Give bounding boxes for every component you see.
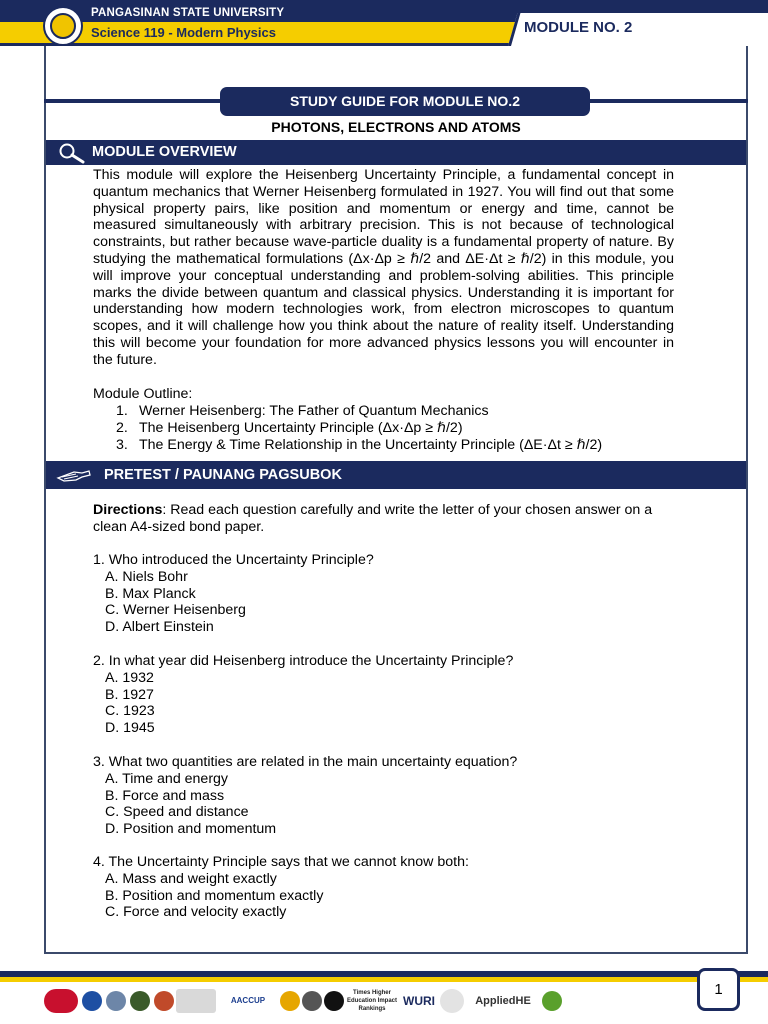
answer-option: B. Force and mass bbox=[105, 787, 225, 804]
appliedhe-logo: AppliedHE bbox=[468, 989, 538, 1013]
question-1: 1. Who introduced the Uncertainty Principle? A. Niels Bohr B. Max Planck C. Werner Heisenberg D. Albert Einstein bbox=[93, 552, 374, 636]
outline-item: 2. The Heisenberg Uncertainty Principle (Δx·Δp ≥ ℏ/2) bbox=[116, 419, 463, 436]
answer-option: B. Max Planck bbox=[105, 585, 196, 602]
green-metric-logo bbox=[542, 991, 562, 1011]
study-guide-title: STUDY GUIDE FOR MODULE NO.2 bbox=[220, 87, 590, 116]
aaccup-logo: AACCUP bbox=[220, 989, 276, 1013]
directions: Directions: Read each question carefully and write the letter of your chosen answer on a clean A4-sized bond paper. bbox=[93, 502, 653, 535]
overview-paragraph: This module will explore the Heisenberg Uncertainty Principle, a fundamental concept in quantum mechanics that Werner Heisenberg formulated in 1927. You will find out that some physical property pairs, like position and momentum or energy and time, cannot be measured simultaneously with arbitrary precision. This is not because of technological constraints, but rather because wave-particle duality is a fundamental property of nature. By studying the mathematical formulations (Δx·Δp ≥ ℏ/2 and ΔE·Δt ≥ ℏ/2) in this module, you will improve your conceptual understanding and problem-solving abilities. This principle marks the divide between quantum and classical physics. Understanding it is important for understanding how modern technologies work, from electron microscopes to quantum scopes, and it will challenge how you think about the nature of reality itself. Understanding this will become your foundation for more advanced physics lessons you will encounter in the future. bbox=[93, 167, 674, 368]
answer-option: C. Werner Heisenberg bbox=[105, 602, 246, 619]
answer-option: D. Position and momentum bbox=[105, 821, 277, 838]
page-number: 1 bbox=[697, 968, 740, 1011]
qs-star-logo bbox=[302, 991, 322, 1011]
answer-option: D. Albert Einstein bbox=[105, 619, 214, 636]
pretest-heading: PRETEST / PAUNANG PAGSUBOK bbox=[104, 467, 342, 483]
writing-hand-icon bbox=[56, 466, 92, 494]
answer-option: B. Position and momentum exactly bbox=[105, 887, 324, 904]
university-seal-icon bbox=[43, 6, 83, 46]
question-3: 3. What two quantities are related in the main uncertainty equation? A. Time and energy B. Force and mass C. Speed and distance D. Position and momentum bbox=[93, 754, 518, 838]
answer-option: A. Mass and weight exactly bbox=[105, 870, 277, 887]
outline-item: 3. The Energy & Time Relationship in the Uncertainty Principle (ΔE·Δt ≥ ℏ/2) bbox=[116, 436, 603, 453]
qs-logo bbox=[280, 991, 300, 1011]
answer-option: A. Time and energy bbox=[105, 770, 229, 787]
bagong-pilipinas-logo bbox=[44, 989, 78, 1013]
accreditation-logos bbox=[44, 989, 584, 1015]
outline-item: 1. Werner Heisenberg: The Father of Quantum Mechanics bbox=[116, 403, 489, 419]
iso-logo bbox=[154, 991, 174, 1011]
seal-logo bbox=[130, 991, 150, 1011]
university-name: PANGASINAN STATE UNIVERSITY bbox=[91, 7, 285, 19]
answer-option: C. 1923 bbox=[105, 703, 155, 720]
answer-option: D. 1945 bbox=[105, 720, 155, 737]
outline-title: Module Outline: bbox=[93, 386, 193, 402]
seal-logo bbox=[106, 991, 126, 1011]
study-guide-subtitle: PHOTONS, ELECTRONS AND ATOMS bbox=[271, 119, 521, 135]
answer-option: B. 1927 bbox=[105, 686, 154, 703]
times-logo bbox=[324, 991, 344, 1011]
iso-cert-logo bbox=[176, 989, 216, 1013]
wuri-logo: WURI bbox=[400, 989, 438, 1013]
answer-option: A. Niels Bohr bbox=[105, 568, 188, 585]
module-overview-heading: MODULE OVERVIEW bbox=[92, 144, 237, 160]
pretest-header bbox=[46, 461, 746, 489]
world-universities-logo bbox=[440, 989, 464, 1013]
answer-option: C. Force and velocity exactly bbox=[105, 904, 287, 921]
question-2: 2. In what year did Heisenberg introduce the Uncertainty Principle? A. 1932 B. 1927 C. 1923 D. 1945 bbox=[93, 653, 514, 737]
module-number: MODULE NO. 2 bbox=[524, 19, 633, 36]
module-overview-header bbox=[46, 140, 746, 165]
question-4: 4. The Uncertainty Principle says that we cannot know both: A. Mass and weight exactly B. Position and momentum exactly C. Force and velocity exactly bbox=[93, 854, 469, 921]
course-title: Science 119 - Modern Physics bbox=[91, 25, 276, 40]
module-outline bbox=[93, 403, 602, 453]
answer-option: C. Speed and distance bbox=[105, 804, 249, 821]
magnifier-icon bbox=[56, 142, 86, 173]
asean-logo bbox=[82, 991, 102, 1011]
answer-option: A. 1932 bbox=[105, 669, 154, 686]
footer-yellow-band bbox=[0, 977, 768, 982]
impact-rankings-logo: Times Higher Education Impact Rankings bbox=[346, 990, 397, 1012]
